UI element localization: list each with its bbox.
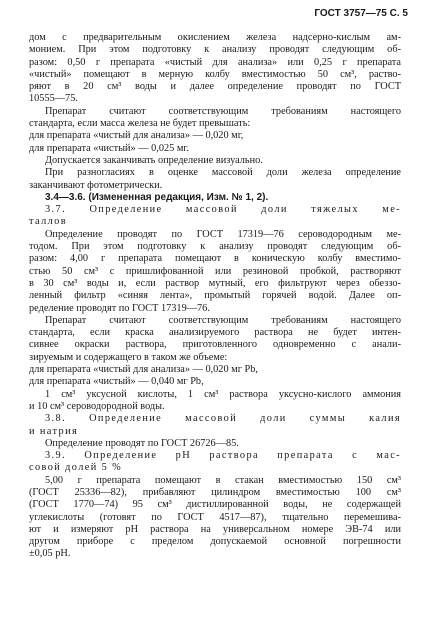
text-line: стандарта, если масса железа не будет превышать: xyxy=(29,118,251,130)
text-line: монием. При этом подготовку к анализу проводят следующим об- xyxy=(29,44,401,56)
text-line: Препарат считают соответствующим требованиям настоящего xyxy=(45,105,401,117)
text-line: разом: 4,00 г препарата помещают в коническую колбу вместимо- xyxy=(29,253,401,265)
section-heading: и натрия xyxy=(29,425,79,437)
page-header: ГОСТ 3757—75 С. 5 xyxy=(314,8,408,19)
text-line: Определение проводят по ГОСТ 17319—76 сероводородным ме- xyxy=(45,228,401,240)
text-line: ют и измеряют рН раствора на универсальном номере ЭВ-74 или xyxy=(29,523,401,535)
text-line: тодом. При этом подготовку к анализу проводят следующим об- xyxy=(29,241,401,253)
text-line: При разногласиях в оценке массовой доли железа определение xyxy=(45,167,401,179)
text-line: зируемым и содержащего в таком же объеме: xyxy=(29,351,228,363)
text-line: Допускается заканчивать определение визуально. xyxy=(45,154,263,166)
section-heading: таллов xyxy=(29,216,67,228)
amendment-line: 3.4—3.6. (Измененная редакция, Изм. № 1, 2). xyxy=(45,191,269,203)
text-line: 1 см³ уксусной кислоты, 1 см³ раствора уксусно-кислого аммония xyxy=(45,388,401,400)
text-line: для препарата «чистый» — 0,025 мг. xyxy=(29,142,190,154)
text-line: ряют в 20 см³ воды и далее определение проводят по ГОСТ xyxy=(29,81,401,93)
text-line: в 30 см³ воды и, если раствор мутный, его фильтруют через обеззо- xyxy=(29,277,401,289)
text-line: и 10 см³ сероводородной воды. xyxy=(29,400,165,412)
section-heading: 3.9. Определение рН раствора препарата с мас- xyxy=(45,450,401,462)
text-line: сивнее окраски раствора, приготовленного одновременно с анали- xyxy=(29,339,401,351)
text-line: ±0,05 рН. xyxy=(29,548,71,560)
text-line: (ГОСТ 25336—82), прибавляют цилиндром вместимостью 100 см³ xyxy=(29,486,401,498)
text-line: 10555—75. xyxy=(29,93,78,105)
document-body xyxy=(29,32,401,561)
text-line: ленный фильтр «синяя лента», промытый горячей водой. Далее оп- xyxy=(29,290,401,302)
text-line: для препарата «чистый для анализа» — 0,020 мг Pb, xyxy=(29,364,258,376)
text-line: стью 50 см³ с пришлифованной или резиновой пробкой, растворяют xyxy=(29,265,401,277)
text-line: (ГОСТ 1770—74) 95 см³ дистиллированной воды, не содержащей xyxy=(29,499,401,511)
text-line: другом приборе с пределом допускаемой основной погрешности xyxy=(29,536,401,548)
text-line: стандарта, если краска анализируемого раствора не будет интен- xyxy=(29,327,401,339)
text-line: «чистый» помещают в мерную колбу вместимостью 50 см³, раство- xyxy=(29,68,401,80)
section-heading: 3.7. Определение массовой доли тяжелых ме- xyxy=(45,204,401,216)
section-heading: совой долей 5 % xyxy=(29,462,123,474)
text-line: углекислоты (готовят по ГОСТ 4517—87), тщательно перемешива- xyxy=(29,511,401,523)
section-heading: 3.8. Определение массовой доли суммы калия xyxy=(45,413,401,425)
text-line: дом с предварительным окислением железа надсерно-кислым ам- xyxy=(29,32,401,43)
text-line: ределение проводят по ГОСТ 17319—76. xyxy=(29,302,210,314)
text-line: Препарат считают соответствующим требованиям настоящего xyxy=(45,314,401,326)
text-line: для препарата «чистый» — 0,040 мг Pb, xyxy=(29,376,204,388)
text-line: заканчивают фотометрически. xyxy=(29,179,163,191)
text-line: для препарата «чистый для анализа» — 0,020 мг, xyxy=(29,130,244,142)
text-line: Определение проводят по ГОСТ 26726—85. xyxy=(45,437,239,449)
text-line: 5,00 г препарата помещают в стакан вместимостью 150 см³ xyxy=(45,474,401,486)
text-line: разом: 0,50 г препарата «чистый для анализа» или 0,25 г препарата xyxy=(29,56,401,68)
